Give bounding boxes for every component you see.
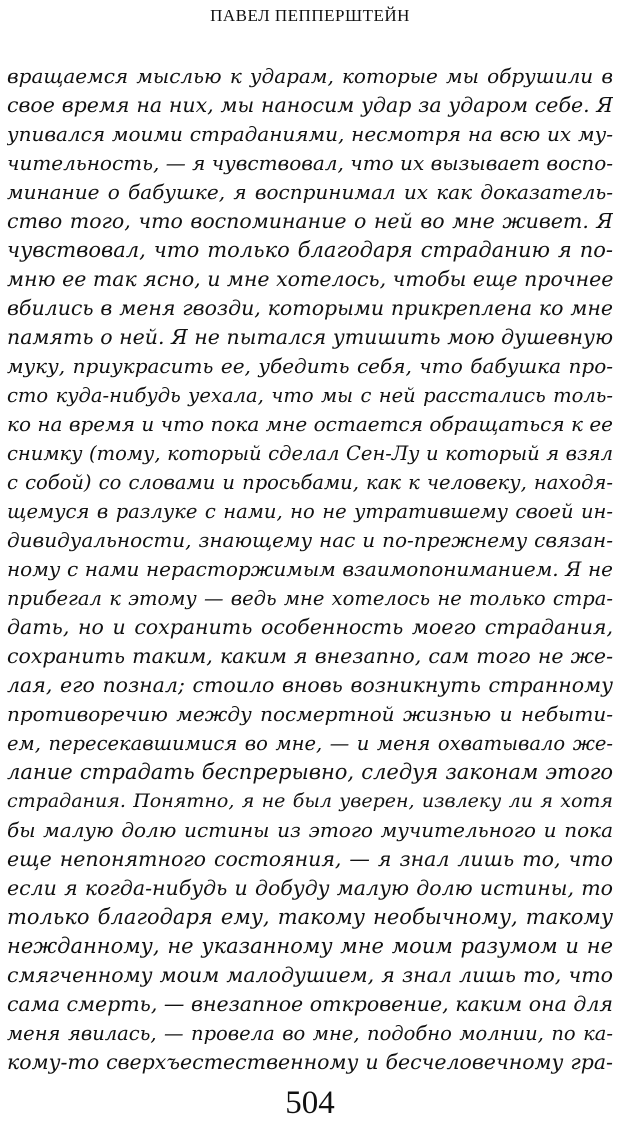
text-line: только благодаря ему, такому необычному, такому bbox=[7, 905, 613, 929]
text-line: мню ее так ясно, и мне хотелось, чтобы еще прочнее bbox=[7, 267, 613, 291]
text-line: смягченному моим малодушием, я знал лишь то, что bbox=[7, 963, 613, 987]
text-line: щемуся в разлуке с нами, но не утратившему своей ин- bbox=[7, 500, 613, 523]
text-line: память о ней. Я не пытался утишить мою душевную bbox=[7, 325, 613, 349]
text-line: бы малую долю истины из этого мучительного и пока bbox=[7, 818, 613, 842]
text-line: сама смерть, — внезапное откровение, каким она для bbox=[7, 992, 613, 1016]
text-line: ство того, что воспоминание о ней во мне живет. Я bbox=[7, 209, 613, 233]
text-line: ному с нами нерасторжимым взаимопониманием. Я не bbox=[7, 557, 613, 581]
text-line: еще непонятного состояния, — я знал лишь то, что bbox=[7, 847, 613, 871]
text-line: дивидуальности, знающему нас и по-прежнему связан- bbox=[7, 528, 613, 552]
text-line: прибегал к этому — ведь мне хотелось не только стра- bbox=[7, 587, 613, 610]
text-line: если я когда-нибудь и добуду малую долю истины, то bbox=[7, 876, 613, 900]
text-line: с собой) со словами и просьбами, как к человеку, находя- bbox=[7, 471, 613, 494]
body-text bbox=[7, 62, 613, 1077]
text-line: упивался моими страданиями, несмотря на всю их му- bbox=[7, 122, 613, 146]
text-line: противоречию между посмертной жизнью и небыти- bbox=[7, 702, 613, 726]
text-line: сохранить таким, каким я внезапно, сам того не же- bbox=[7, 644, 613, 668]
page-number: 504 bbox=[285, 1085, 335, 1121]
text-line: ем, пересекавшимися во мне, — и меня охватывало же- bbox=[7, 732, 613, 755]
text-line: лание страдать беспрерывно, следуя законам этого bbox=[7, 760, 613, 784]
text-line: сто куда-нибудь уехала, что мы с ней расстались толь- bbox=[7, 384, 613, 407]
text-line: вбились в меня гвозди, которыми прикреплена ко мне bbox=[7, 296, 613, 320]
text-line: чувствовал, что только благодаря страданию я по- bbox=[7, 238, 613, 262]
text-line: нежданному, не указанному мне моим разумом и не bbox=[7, 934, 613, 958]
text-line: лая, его познал; стоило вновь возникнуть странному bbox=[7, 673, 613, 697]
text-line: кому-то сверхъестественному и бесчеловечному гра- bbox=[7, 1050, 613, 1074]
text-line: снимку (тому, который сделал Сен-Лу и который я взял bbox=[7, 442, 613, 465]
text-line: минание о бабушке, я воспринимал их как доказатель- bbox=[7, 180, 613, 204]
text-line: страдания. Понятно, я не был уверен, извлеку ли я хотя bbox=[7, 790, 613, 812]
text-line: муку, приукрасить ее, убедить себя, что бабушка про- bbox=[7, 354, 613, 378]
text-line: дать, но и сохранить особенность моего страдания, bbox=[7, 615, 613, 639]
text-line: вращаемся мыслью к ударам, которые мы обрушили в bbox=[7, 64, 613, 88]
text-line: чительность, — я чувствовал, что их вызывает воспо- bbox=[7, 151, 613, 175]
text-line: свое время на них, мы наносим удар за ударом себе. Я bbox=[7, 93, 613, 117]
text-line: ко на время и что пока мне остается обращаться к ее bbox=[7, 412, 613, 436]
text-line: меня явилась, — провела во мне, подобно молнии, по ка- bbox=[7, 1022, 613, 1045]
running-head: ПАВЕЛ ПЕППЕРШТЕЙН bbox=[210, 6, 410, 25]
